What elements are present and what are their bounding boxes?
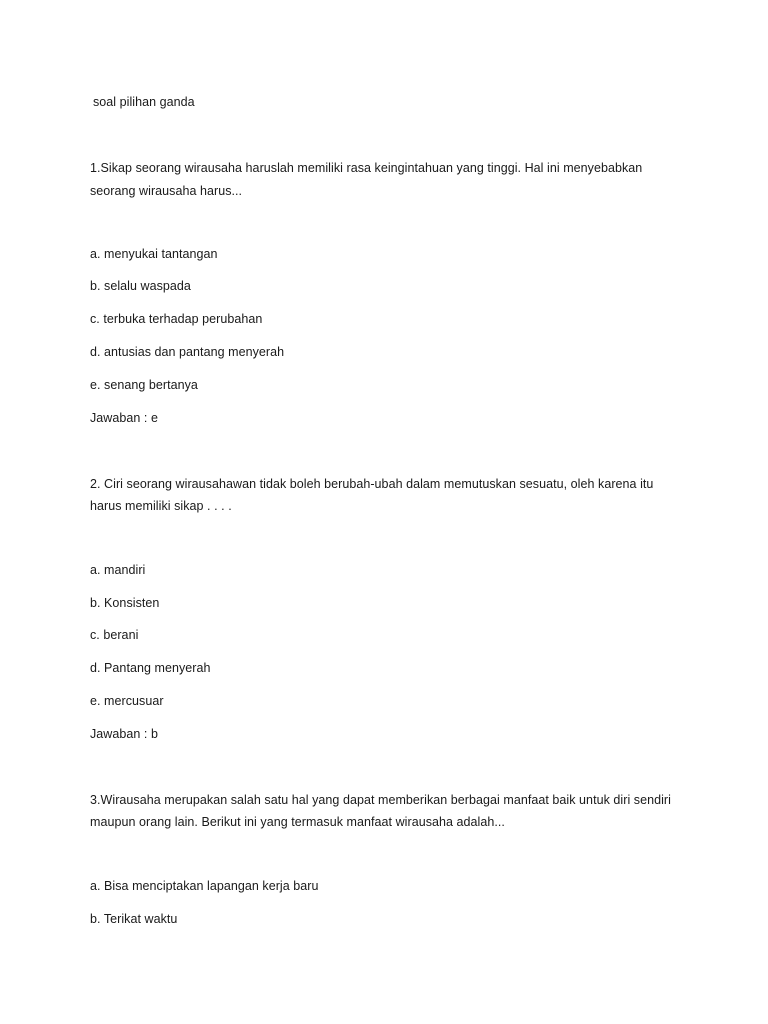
question-3-option-a: a. Bisa menciptakan lapangan kerja baru — [90, 879, 319, 893]
question-3-text-line-1: 3.Wirausaha merupakan salah satu hal yang dapat memberikan berbagai manfaat baik untuk diri sendiri — [90, 793, 671, 807]
question-1-option-d: d. antusias dan pantang menyerah — [90, 345, 285, 359]
question-2-option-d: d. Pantang menyerah — [90, 661, 211, 675]
question-2-option-b: b. Konsisten — [90, 596, 160, 610]
question-2-text-line-2: harus memiliki sikap . . . . — [90, 499, 232, 513]
question-1-option-c: c. terbuka terhadap perubahan — [90, 312, 263, 326]
question-1-option-e: e. senang bertanya — [90, 378, 198, 392]
question-2-answer: Jawaban : b — [90, 727, 158, 741]
question-2-option-c: c. berani — [90, 628, 139, 642]
question-2-option-e: e. mercusuar — [90, 694, 164, 708]
question-2-option-a: a. mandiri — [90, 563, 146, 577]
question-3-text-line-2: maupun orang lain. Berikut ini yang termasuk manfaat wirausaha adalah... — [90, 815, 505, 829]
question-1-option-a: a. menyukai tantangan — [90, 247, 218, 261]
question-1-text-line-1: 1.Sikap seorang wirausaha haruslah memiliki rasa keingintahuan yang tinggi. Hal ini menyebabkan — [90, 161, 643, 175]
question-2-text-line-1: 2. Ciri seorang wirausahawan tidak boleh berubah-ubah dalam memutuskan sesuatu, oleh karena itu — [90, 477, 654, 491]
document-title: soal pilihan ganda — [93, 95, 195, 109]
question-3-option-b: b. Terikat waktu — [90, 912, 178, 926]
question-1-text-line-2: seorang wirausaha harus... — [90, 184, 243, 198]
question-1-answer: Jawaban : e — [90, 411, 158, 425]
question-1-option-b: b. selalu waspada — [90, 279, 191, 293]
